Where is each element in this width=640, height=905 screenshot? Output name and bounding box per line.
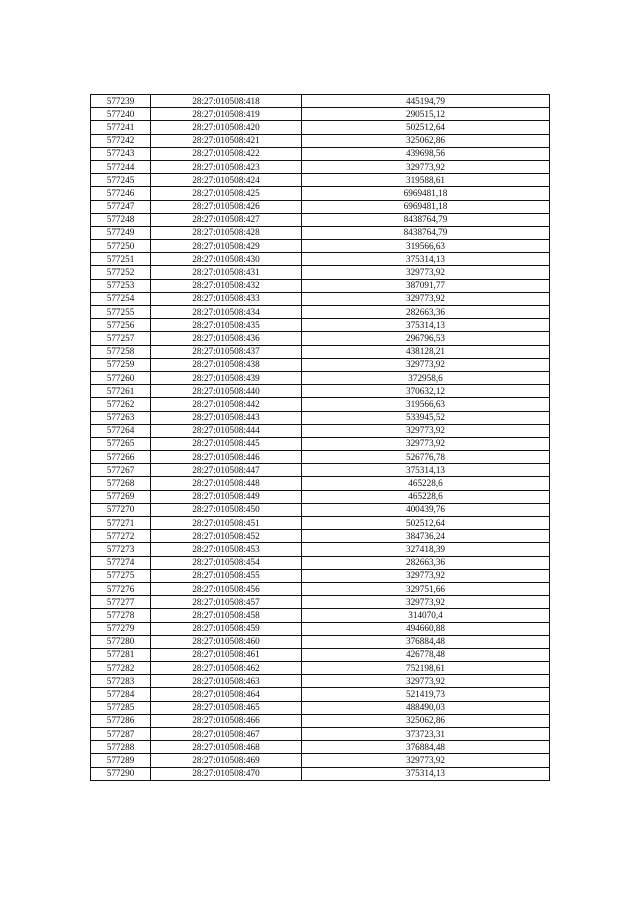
cadastral-number-cell: 28:27:010508:426	[151, 200, 302, 213]
table-row	[91, 424, 550, 437]
record-id-cell: 577261	[91, 385, 151, 398]
value-cell: 502512,64	[302, 517, 550, 530]
value-cell: 329773,92	[302, 160, 550, 173]
table-row	[91, 332, 550, 345]
record-id-cell: 577239	[91, 95, 151, 108]
record-id-cell: 577246	[91, 187, 151, 200]
value-cell: 375314,13	[302, 767, 550, 780]
cadastral-number-cell: 28:27:010508:428	[151, 226, 302, 239]
table-row	[91, 464, 550, 477]
record-id-cell: 577283	[91, 675, 151, 688]
cadastral-number-cell: 28:27:010508:466	[151, 714, 302, 727]
table-row	[91, 675, 550, 688]
value-cell: 6969481,18	[302, 187, 550, 200]
record-id-cell: 577247	[91, 200, 151, 213]
record-id-cell: 577287	[91, 728, 151, 741]
table-row	[91, 741, 550, 754]
record-id-cell: 577276	[91, 582, 151, 595]
record-id-cell: 577274	[91, 556, 151, 569]
table-row	[91, 596, 550, 609]
record-id-cell: 577249	[91, 226, 151, 239]
table-row	[91, 648, 550, 661]
value-cell: 400439,76	[302, 503, 550, 516]
table-row	[91, 292, 550, 305]
record-id-cell: 577271	[91, 517, 151, 530]
cadastral-number-cell: 28:27:010508:453	[151, 543, 302, 556]
table-row	[91, 385, 550, 398]
record-id-cell: 577243	[91, 147, 151, 160]
cadastral-number-cell: 28:27:010508:440	[151, 385, 302, 398]
record-id-cell: 577250	[91, 240, 151, 253]
table-row	[91, 95, 550, 108]
value-cell: 296796,53	[302, 332, 550, 345]
table-row	[91, 213, 550, 226]
table-row	[91, 226, 550, 239]
record-id-cell: 577245	[91, 174, 151, 187]
value-cell: 329773,92	[302, 266, 550, 279]
cadastral-number-cell: 28:27:010508:460	[151, 635, 302, 648]
cadastral-number-cell: 28:27:010508:438	[151, 358, 302, 371]
table-row	[91, 688, 550, 701]
value-cell: 329773,92	[302, 754, 550, 767]
cadastral-number-cell: 28:27:010508:444	[151, 424, 302, 437]
value-cell: 533945,52	[302, 411, 550, 424]
table-row	[91, 411, 550, 424]
cadastral-number-cell: 28:27:010508:432	[151, 279, 302, 292]
value-cell: 373723,31	[302, 728, 550, 741]
value-cell: 8438764,79	[302, 226, 550, 239]
table-row	[91, 767, 550, 780]
table-row	[91, 371, 550, 384]
value-cell: 282663,36	[302, 306, 550, 319]
registry-table-body	[91, 95, 550, 781]
value-cell: 384736,24	[302, 530, 550, 543]
cadastral-number-cell: 28:27:010508:442	[151, 398, 302, 411]
cadastral-number-cell: 28:27:010508:465	[151, 701, 302, 714]
record-id-cell: 577259	[91, 358, 151, 371]
record-id-cell: 577248	[91, 213, 151, 226]
record-id-cell: 577240	[91, 108, 151, 121]
record-id-cell: 577270	[91, 503, 151, 516]
cadastral-number-cell: 28:27:010508:469	[151, 754, 302, 767]
record-id-cell: 577272	[91, 530, 151, 543]
value-cell: 521419,73	[302, 688, 550, 701]
value-cell: 370632,12	[302, 385, 550, 398]
cadastral-number-cell: 28:27:010508:423	[151, 160, 302, 173]
value-cell: 325062,86	[302, 134, 550, 147]
record-id-cell: 577252	[91, 266, 151, 279]
record-id-cell: 577288	[91, 741, 151, 754]
value-cell: 488490,03	[302, 701, 550, 714]
cadastral-number-cell: 28:27:010508:430	[151, 253, 302, 266]
cadastral-number-cell: 28:27:010508:427	[151, 213, 302, 226]
table-row	[91, 635, 550, 648]
table-row	[91, 266, 550, 279]
record-id-cell: 577264	[91, 424, 151, 437]
value-cell: 376884,48	[302, 741, 550, 754]
value-cell: 8438764,79	[302, 213, 550, 226]
table-row	[91, 108, 550, 121]
table-row	[91, 398, 550, 411]
record-id-cell: 577265	[91, 437, 151, 450]
cadastral-number-cell: 28:27:010508:433	[151, 292, 302, 305]
cadastral-number-cell: 28:27:010508:437	[151, 345, 302, 358]
value-cell: 329773,92	[302, 675, 550, 688]
cadastral-number-cell: 28:27:010508:419	[151, 108, 302, 121]
table-row	[91, 503, 550, 516]
value-cell: 329773,92	[302, 437, 550, 450]
record-id-cell: 577258	[91, 345, 151, 358]
cadastral-number-cell: 28:27:010508:434	[151, 306, 302, 319]
value-cell: 325062,86	[302, 714, 550, 727]
table-row	[91, 240, 550, 253]
cadastral-number-cell: 28:27:010508:462	[151, 662, 302, 675]
value-cell: 329773,92	[302, 569, 550, 582]
record-id-cell: 577244	[91, 160, 151, 173]
cadastral-number-cell: 28:27:010508:443	[151, 411, 302, 424]
record-id-cell: 577281	[91, 648, 151, 661]
cadastral-number-cell: 28:27:010508:454	[151, 556, 302, 569]
cadastral-number-cell: 28:27:010508:461	[151, 648, 302, 661]
value-cell: 327418,39	[302, 543, 550, 556]
cadastral-number-cell: 28:27:010508:457	[151, 596, 302, 609]
record-id-cell: 577267	[91, 464, 151, 477]
table-row	[91, 556, 550, 569]
cadastral-number-cell: 28:27:010508:452	[151, 530, 302, 543]
table-row	[91, 319, 550, 332]
table-row	[91, 358, 550, 371]
cadastral-number-cell: 28:27:010508:429	[151, 240, 302, 253]
value-cell: 329773,92	[302, 596, 550, 609]
table-row	[91, 437, 550, 450]
table-row	[91, 530, 550, 543]
record-id-cell: 577260	[91, 371, 151, 384]
registry-table	[90, 94, 550, 781]
record-id-cell: 577269	[91, 490, 151, 503]
record-id-cell: 577253	[91, 279, 151, 292]
table-row	[91, 517, 550, 530]
cadastral-number-cell: 28:27:010508:436	[151, 332, 302, 345]
cadastral-number-cell: 28:27:010508:450	[151, 503, 302, 516]
cadastral-number-cell: 28:27:010508:431	[151, 266, 302, 279]
value-cell: 375314,13	[302, 253, 550, 266]
table-row	[91, 543, 550, 556]
record-id-cell: 577279	[91, 622, 151, 635]
value-cell: 752198,61	[302, 662, 550, 675]
value-cell: 319566,63	[302, 398, 550, 411]
table-row	[91, 477, 550, 490]
cadastral-number-cell: 28:27:010508:422	[151, 147, 302, 160]
table-row	[91, 187, 550, 200]
record-id-cell: 577251	[91, 253, 151, 266]
record-id-cell: 577263	[91, 411, 151, 424]
value-cell: 465228,6	[302, 490, 550, 503]
cadastral-number-cell: 28:27:010508:448	[151, 477, 302, 490]
record-id-cell: 577278	[91, 609, 151, 622]
table-row	[91, 701, 550, 714]
table-row	[91, 569, 550, 582]
cadastral-number-cell: 28:27:010508:470	[151, 767, 302, 780]
cadastral-number-cell: 28:27:010508:420	[151, 121, 302, 134]
table-row	[91, 609, 550, 622]
cadastral-number-cell: 28:27:010508:458	[151, 609, 302, 622]
value-cell: 387091,77	[302, 279, 550, 292]
value-cell: 329773,92	[302, 292, 550, 305]
value-cell: 329773,92	[302, 358, 550, 371]
value-cell: 526776,78	[302, 451, 550, 464]
table-row	[91, 728, 550, 741]
cadastral-number-cell: 28:27:010508:439	[151, 371, 302, 384]
record-id-cell: 577256	[91, 319, 151, 332]
value-cell: 6969481,18	[302, 200, 550, 213]
record-id-cell: 577254	[91, 292, 151, 305]
cadastral-number-cell: 28:27:010508:451	[151, 517, 302, 530]
table-row	[91, 134, 550, 147]
table-row	[91, 662, 550, 675]
value-cell: 375314,13	[302, 464, 550, 477]
table-row	[91, 754, 550, 767]
record-id-cell: 577275	[91, 569, 151, 582]
table-row	[91, 174, 550, 187]
record-id-cell: 577277	[91, 596, 151, 609]
value-cell: 375314,13	[302, 319, 550, 332]
value-cell: 329773,92	[302, 424, 550, 437]
value-cell: 494660,88	[302, 622, 550, 635]
value-cell: 372958,6	[302, 371, 550, 384]
cadastral-number-cell: 28:27:010508:424	[151, 174, 302, 187]
record-id-cell: 577284	[91, 688, 151, 701]
value-cell: 439698,56	[302, 147, 550, 160]
record-id-cell: 577290	[91, 767, 151, 780]
cadastral-number-cell: 28:27:010508:468	[151, 741, 302, 754]
value-cell: 314070,4	[302, 609, 550, 622]
record-id-cell: 577280	[91, 635, 151, 648]
table-row	[91, 306, 550, 319]
table-row	[91, 622, 550, 635]
cadastral-number-cell: 28:27:010508:418	[151, 95, 302, 108]
cadastral-number-cell: 28:27:010508:467	[151, 728, 302, 741]
table-row	[91, 160, 550, 173]
record-id-cell: 577285	[91, 701, 151, 714]
value-cell: 426778,48	[302, 648, 550, 661]
table-row	[91, 253, 550, 266]
table-row	[91, 582, 550, 595]
record-id-cell: 577255	[91, 306, 151, 319]
value-cell: 376884,48	[302, 635, 550, 648]
value-cell: 319588,61	[302, 174, 550, 187]
cadastral-number-cell: 28:27:010508:421	[151, 134, 302, 147]
table-row	[91, 714, 550, 727]
record-id-cell: 577257	[91, 332, 151, 345]
cadastral-number-cell: 28:27:010508:463	[151, 675, 302, 688]
table-row	[91, 451, 550, 464]
record-id-cell: 577282	[91, 662, 151, 675]
value-cell: 438128,21	[302, 345, 550, 358]
cadastral-number-cell: 28:27:010508:455	[151, 569, 302, 582]
record-id-cell: 577242	[91, 134, 151, 147]
cadastral-number-cell: 28:27:010508:456	[151, 582, 302, 595]
cadastral-number-cell: 28:27:010508:435	[151, 319, 302, 332]
value-cell: 465228,6	[302, 477, 550, 490]
record-id-cell: 577289	[91, 754, 151, 767]
value-cell: 282663,36	[302, 556, 550, 569]
cadastral-number-cell: 28:27:010508:464	[151, 688, 302, 701]
table-row	[91, 490, 550, 503]
cadastral-number-cell: 28:27:010508:445	[151, 437, 302, 450]
record-id-cell: 577241	[91, 121, 151, 134]
value-cell: 502512,64	[302, 121, 550, 134]
value-cell: 445194,79	[302, 95, 550, 108]
cadastral-number-cell: 28:27:010508:425	[151, 187, 302, 200]
record-id-cell: 577273	[91, 543, 151, 556]
value-cell: 329751,66	[302, 582, 550, 595]
table-row	[91, 147, 550, 160]
record-id-cell: 577262	[91, 398, 151, 411]
value-cell: 319566,63	[302, 240, 550, 253]
table-row	[91, 279, 550, 292]
cadastral-number-cell: 28:27:010508:449	[151, 490, 302, 503]
table-row	[91, 200, 550, 213]
table-row	[91, 121, 550, 134]
cadastral-number-cell: 28:27:010508:447	[151, 464, 302, 477]
value-cell: 290515,12	[302, 108, 550, 121]
cadastral-number-cell: 28:27:010508:446	[151, 451, 302, 464]
cadastral-number-cell: 28:27:010508:459	[151, 622, 302, 635]
record-id-cell: 577286	[91, 714, 151, 727]
record-id-cell: 577268	[91, 477, 151, 490]
table-row	[91, 345, 550, 358]
record-id-cell: 577266	[91, 451, 151, 464]
